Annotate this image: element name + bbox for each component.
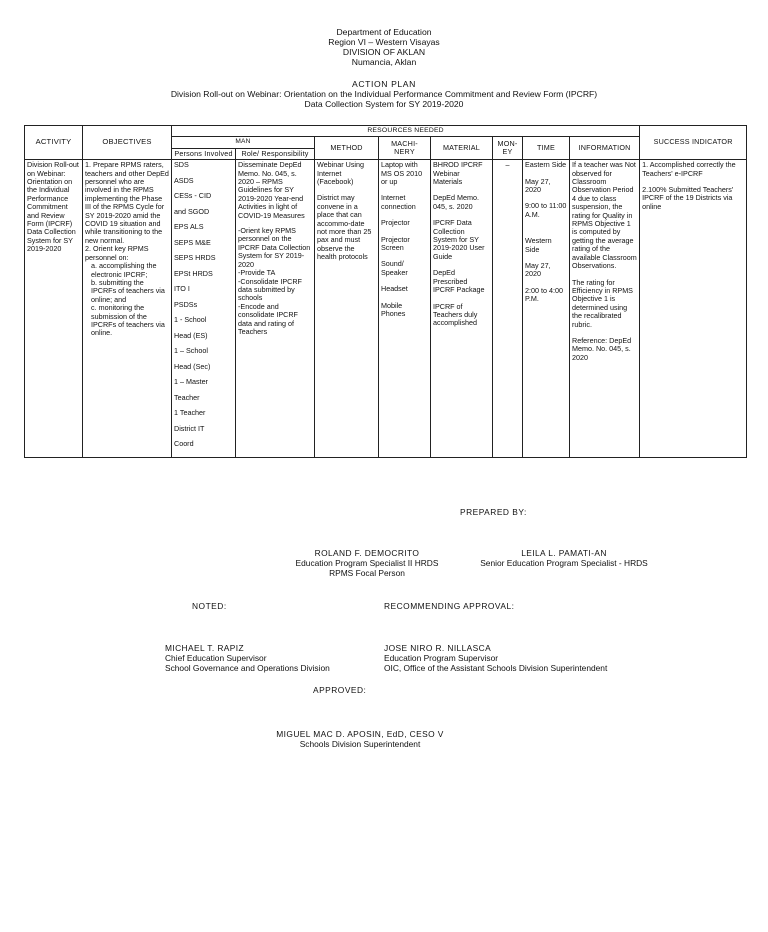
recommending-title: Education Program Supervisor (384, 653, 499, 663)
person-item: 1 - School (174, 315, 207, 325)
action-plan-table (24, 125, 747, 458)
approved-label: APPROVED: (313, 685, 367, 695)
person-item: District IT (174, 423, 205, 433)
role-item: - Encode and consolidate IPCRF data and rating of Teachers (238, 303, 312, 337)
cell-objectives (83, 160, 172, 458)
information-item: The rating for Efficiency in RPMS Objective 1 is determined using the recalibrated rubric. (572, 277, 633, 329)
information-item: If a teacher was Not observed for Classroom Observation Period 4 due to class suspension, the rating for Quality in RPMS Objective 1 is computed by getting the average rating of the available Classroom Observations. (572, 160, 637, 271)
method-item: Webinar Using Internet (Facebook) (317, 160, 365, 187)
objective-item: a. accomplishing the electronic IPCRF; (91, 261, 157, 279)
time-item: May 27, 2020 (525, 176, 551, 195)
machinery-item: Headset (381, 284, 408, 294)
person-item: EPSt HRDS (174, 268, 213, 278)
recommending-approval-label: RECOMMENDING APPROVAL: (384, 601, 515, 611)
cell-activity: Division Roll-out on Webinar: Orientation on the Individual Performance Commitment and Review Form (IPCRF) Data Collection System for SY 2019-2020 (25, 160, 83, 458)
objective-item: 1. Prepare RPMS raters, teachers and other DepEd personnel who are involved in the RPMS implementing the Phase III of the RPMS Cycle for SY 2019-2020 amid the COVID 19 situation and while transitioning to the new normal. (85, 160, 169, 245)
header-machinery: MACHI-NERY (379, 137, 431, 160)
document-title: ACTION PLAN (352, 79, 416, 89)
preparer-1-role: RPMS Focal Person (329, 568, 405, 578)
cell-role-responsibility (236, 160, 315, 458)
preparer-1-title: Education Program Specialist II HRDS (295, 558, 439, 568)
success-item: 2.100% Submitted Teachers' IPCRF of the 19 Districts via online (642, 185, 734, 211)
person-item: Head (Sec) (174, 361, 211, 371)
person-item: CESs - CID (174, 191, 212, 201)
noted-name: MICHAEL T. RAPIZ (165, 643, 244, 653)
header-persons-involved: Persons Involved (172, 148, 236, 159)
region-name: Region VI – Western Visayas (328, 37, 440, 47)
objective-item: b. submitting the IPCRFs of teachers via online; and (91, 277, 165, 304)
time-item: Eastern Side (525, 160, 567, 170)
approving-name: MIGUEL MAC D. APOSIN, EdD, CESO V (276, 729, 444, 739)
document-header (0, 27, 768, 109)
person-item: 1 – Master (174, 377, 208, 387)
person-item: Coord (174, 439, 194, 449)
cell-method (315, 160, 379, 458)
recommending-office: OIC, Office of the Assistant Schools Division Superintendent (384, 663, 608, 673)
agency-name: Department of Education (336, 27, 432, 37)
material-item: DepEd Prescribed IPCRF Package (433, 268, 485, 295)
preparer-1-name: ROLAND F. DEMOCRITO (314, 548, 420, 558)
person-item: Teacher (174, 392, 200, 402)
time-item: 9:00 to 11:00 A.M. (525, 201, 567, 219)
cell-persons-involved (172, 160, 236, 458)
material-item: IPCRF Data Collection System for SY 2019-2020 User Guide (433, 218, 485, 261)
prepared-by-label: PREPARED BY: (460, 507, 527, 517)
role-item: - Provide TA (238, 269, 312, 277)
objective-item: 2. Orient key RPMS personnel on: (85, 244, 149, 262)
cell-money: – (493, 160, 523, 458)
time-item: Western Side (525, 236, 552, 254)
header-success-indicator: SUCCESS INDICATOR (640, 126, 747, 160)
person-item: EPS ALS (174, 222, 204, 232)
division-address: Numancia, Aklan (351, 57, 417, 67)
recommending-signatory (384, 643, 607, 673)
person-item: SDS (174, 160, 189, 170)
preparer-2-title: Senior Education Program Specialist - HRDS (480, 558, 648, 568)
recommending-name: JOSE NIRO R. NILLASCA (384, 643, 492, 653)
person-item: ASDS (174, 175, 194, 185)
person-item: SEPS HRDS (174, 253, 216, 263)
machinery-item: Sound/ Speaker (381, 259, 408, 277)
time-item: May 27, 2020 (525, 261, 551, 279)
header-man: MAN (172, 137, 315, 148)
document-subtitle-2: Data Collection System for SY 2019-2020 (304, 99, 464, 109)
information-item: Reference: DepEd Memo. No. 045, s. 2020 (572, 335, 632, 362)
noted-signatory (165, 643, 330, 673)
noted-office: School Governance and Operations Division (165, 663, 330, 673)
machinery-item: Projector Screen (381, 234, 410, 253)
header-activity: ACTIVITY (25, 126, 83, 160)
material-item: IPCRF of Teachers duly accomplished (433, 301, 478, 328)
cell-information (570, 160, 640, 458)
preparer-2-name: LEILA L. PAMATI-AN (521, 548, 607, 558)
division-name: DIVISION OF AKLAN (342, 47, 426, 57)
header-material: MATERIAL (431, 137, 493, 160)
noted-label: NOTED: (192, 601, 227, 611)
time-item: 2:00 to 4:00 P.M. (525, 285, 563, 304)
noted-title: Chief Education Supervisor (165, 653, 267, 663)
header-objectives: OBJECTIVES (83, 126, 172, 160)
machinery-item: Mobile Phones (381, 300, 406, 319)
header-role: Role/ Responsibility (236, 148, 315, 159)
header-resources-needed: RESOURCES NEEDED (172, 126, 640, 137)
material-item: DepEd Memo. 045, s. 2020 (433, 193, 479, 211)
table-row (25, 160, 747, 458)
person-item: ITO I (174, 284, 190, 294)
person-item: PSDSs (174, 299, 198, 309)
machinery-item: Laptop with MS OS 2010 or up (381, 160, 423, 187)
role-item: Disseminate DepEd Memo. No. 045, s. 2020 – RPMS Guidelines for SY 2019-2020 Year-end Activities in light of COVID-19 Measures (238, 160, 305, 220)
cell-success-indicator (640, 160, 747, 458)
role-item: - Orient key RPMS personnel on the IPCRF Data Collection System for SY 2019-2020 (238, 227, 312, 269)
cell-machinery (379, 160, 431, 458)
header-information: INFORMATION (570, 137, 640, 160)
document-subtitle-1: Division Roll-out on Webinar: Orientation on the Individual Performance Commitment and Review Form (IPCRF) (170, 89, 598, 99)
machinery-item: Internet connection (381, 193, 416, 211)
person-item: 1 – School (174, 346, 208, 356)
header-money: MON-EY (493, 137, 523, 160)
cell-material (431, 160, 493, 458)
person-item: 1 Teacher (174, 408, 206, 418)
objective-item: c. monitoring the submission of the IPCRFs of teachers via online. (91, 303, 165, 338)
header-time: TIME (523, 137, 570, 160)
approving-signatory (240, 729, 480, 749)
method-item: District may convene in a place that can accommo-date not more than 25 pax and must observe the health protocols (317, 193, 372, 262)
cell-time (523, 160, 570, 458)
person-item: SEPS M&E (174, 237, 211, 247)
table-header-row-1 (25, 126, 747, 137)
machinery-item: Projector (381, 218, 410, 228)
header-method: METHOD (315, 137, 379, 160)
person-item: Head (ES) (174, 330, 208, 340)
material-item: BHROD IPCRF Webinar Materials (433, 160, 483, 187)
approving-title: Schools Division Superintendent (299, 739, 421, 749)
success-item: 1. Accomplished correctly the Teachers' e-IPCRF (642, 160, 736, 178)
preparer-2 (450, 548, 678, 568)
role-item: - Consolidate IPCRF data submitted by schools (238, 278, 312, 303)
preparer-1 (262, 548, 472, 578)
person-item: and SGOD (174, 206, 210, 216)
